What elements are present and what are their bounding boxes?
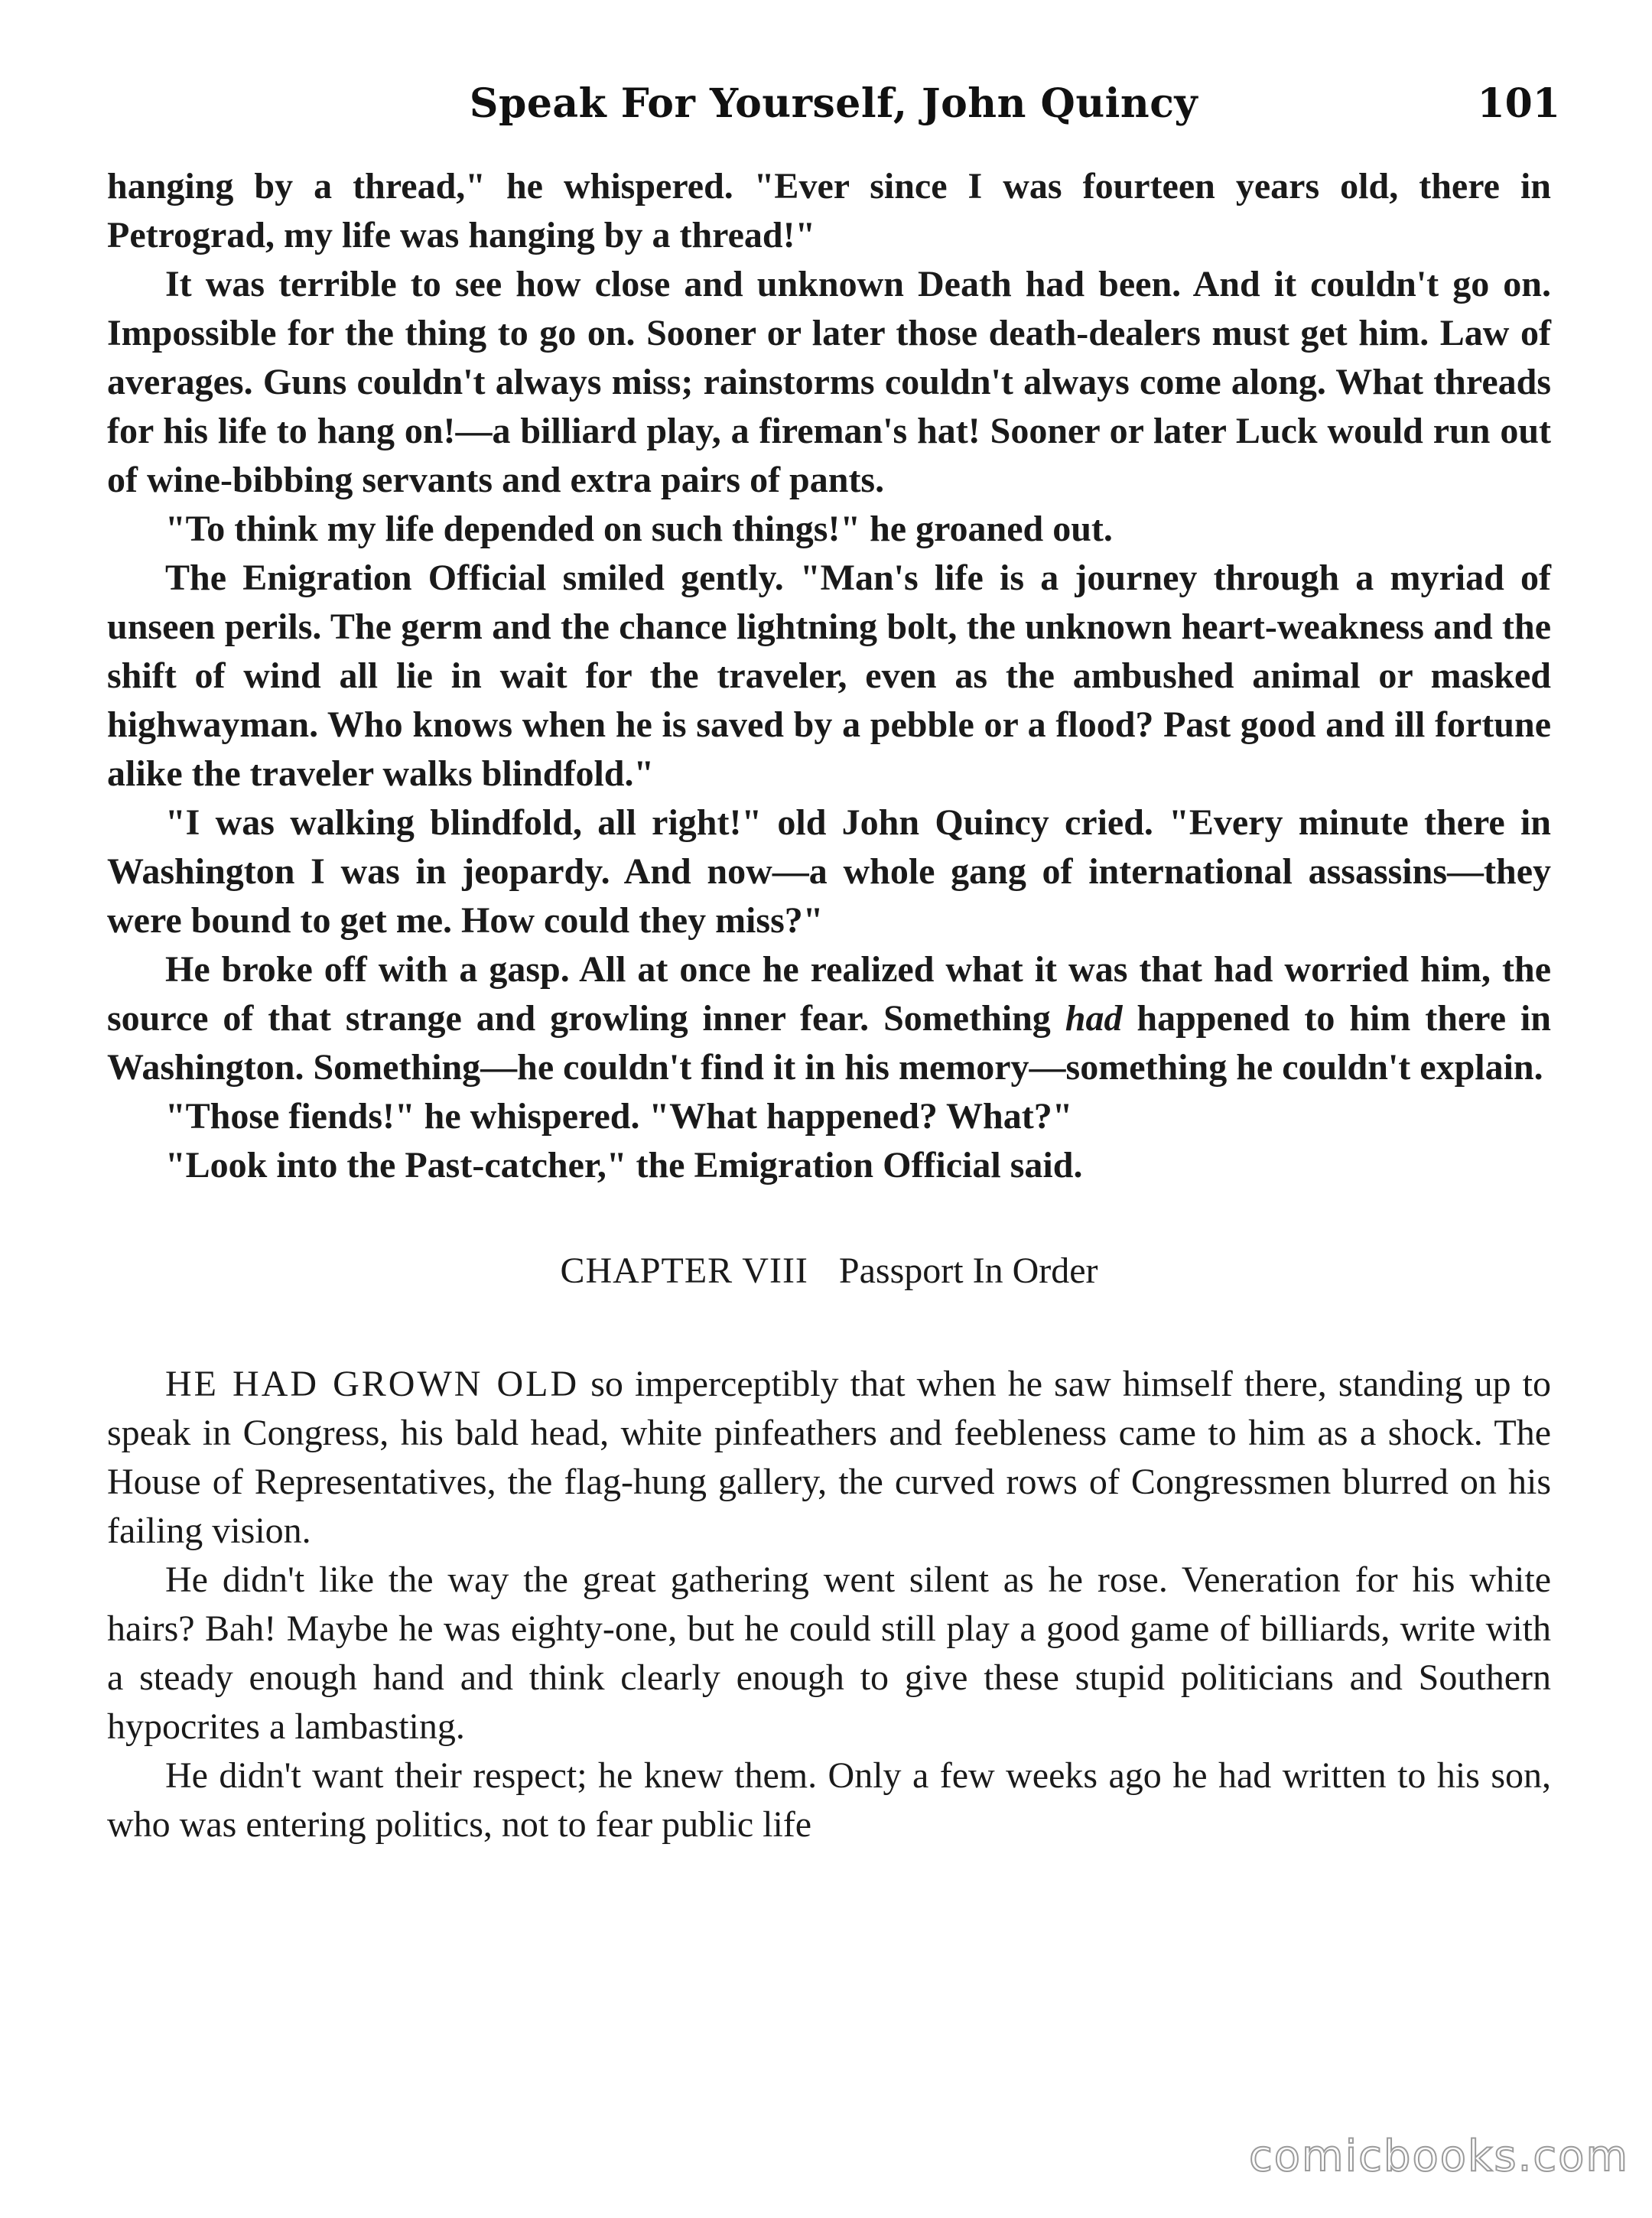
paragraph-continued: hanging by a thread," he whispered. "Ever since I was fourteen years old, there in Petrograd, my life was hanging by a thread!" — [107, 166, 1551, 255]
paragraph: "Look into the Past-catcher," the Emigration Official said. — [165, 1145, 1083, 1185]
chapter-title: Passport In Order — [838, 1250, 1098, 1291]
paragraph: He didn't like the way the great gathering went silent as he rose. Veneration for his white hairs? Bah! Maybe he was eighty-one, but he could still play a good game of billiards, write with a steady enough hand and think clearly enough to give these stupid politicians and Southern hypocrites a lambasting. — [107, 1559, 1551, 1747]
paragraph-lead: Something — [883, 998, 1065, 1039]
chapter-number: CHAPTER VIII — [560, 1250, 808, 1291]
running-title: Speak For Yourself, John Quincy — [469, 80, 1198, 127]
paragraph-text: He broke off with a gasp. All at once he realized what it was that had worried him, the source of that strange and growling inner fear. — [107, 949, 1551, 1039]
paragraph: It was terrible to see how close and unknown Death had been. And it couldn't go on. Impossible for the thing to go on. Sooner or later those death-dealers must get him. Law of averages. Guns couldn't always miss; rainstorms couldn't always come along. What threads for his life to hang on!—a billiard play, a fireman's hat! Sooner or later Luck would run out of wine-bibbing servants and extra pairs of pants. — [107, 264, 1551, 500]
running-head — [107, 80, 1560, 149]
watermark: comicbooks.com — [1248, 2132, 1629, 2181]
paragraph-opening — [107, 1360, 1551, 1556]
opening-caps: HE HAD GROWN OLD — [165, 1364, 580, 1404]
emphasis-word: had — [1065, 998, 1123, 1039]
paragraph-text: happened to him there in Washington. Something—he couldn't find it in his memory—something he couldn't explain. — [107, 998, 1552, 1088]
paragraph: The Enigration Official smiled gently. "Man's life is a journey through a myriad of unseen perils. The germ and the chance lightning bolt, the unknown heart-weakness and the shift of wind all lie in wait for the traveler, even as the ambushed animal or masked highwayman. Who knows when he is saved by a pebble or a flood? Past good and ill fortune alike the traveler walks blindfold." — [107, 558, 1551, 794]
paragraph-text: so imperceptibly that when he saw himself there, standing up to speak in Congress, his bald head, white pinfeathers and feebleness came to him as a shock. The House of Representatives, the flag-hung gallery, the curved rows of Congressmen blurred on his failing vision. — [107, 1364, 1551, 1551]
paragraph: He didn't want their respect; he knew them. Only a few weeks ago he had written to his son, who was entering politics, not to fear public life — [107, 1755, 1551, 1845]
chapter-heading — [107, 1247, 1551, 1296]
paragraph: "To think my life depended on such things!" he groaned out. — [165, 509, 1113, 549]
page-number: 101 — [1477, 80, 1560, 127]
paragraph: "I was walking blindfold, all right!" old John Quincy cried. "Every minute there in Washington I was in jeopardy. And now—a whole gang of international assassins—they were bound to get me. How could they miss?" — [107, 802, 1551, 941]
body-text — [107, 162, 1551, 1849]
paragraph — [107, 945, 1551, 1092]
paragraph: "Those fiends!" he whispered. "What happened? What?" — [165, 1096, 1073, 1137]
